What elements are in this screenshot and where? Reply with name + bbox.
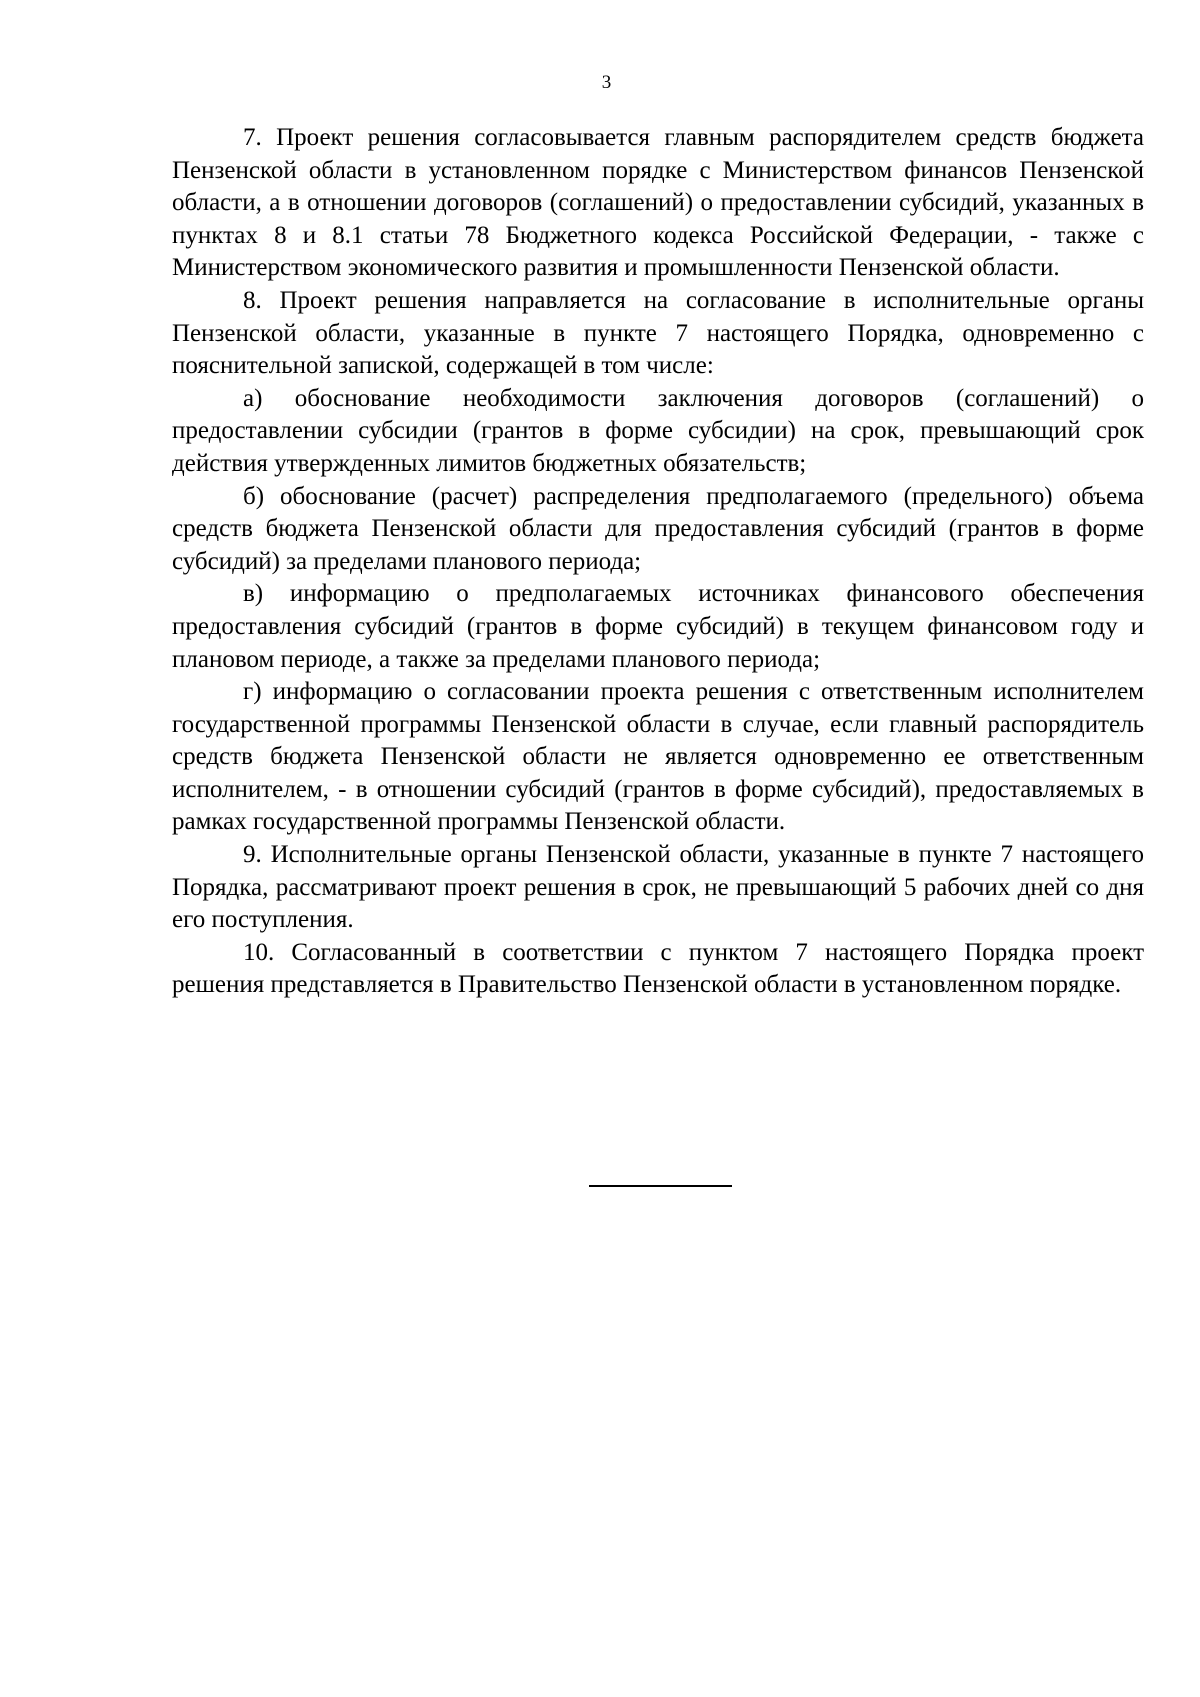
end-of-document-divider [589, 1185, 732, 1187]
paragraph-8b: б) обоснование (расчет) распределения предполагаемого (предельного) объема средств бюджета Пензенской области для предоставления субсидий (грантов в форме субсидий) за пределами планового периода; [172, 482, 1144, 575]
document-body [172, 122, 1144, 1002]
paragraph-8g: г) информацию о согласовании проекта решения с ответственным исполнителем государственной программы Пензенской области в случае, если главный распорядитель средств бюджета Пензенской области не является одновременно ее ответственным исполнителем, - в отношении субсидий (грантов в форме субсидий), предоставляемых в рамках государственной программы Пензенской области. [172, 678, 1144, 836]
paragraph-8v: в) информацию о предполагаемых источниках финансового обеспечения предоставления субсидий (грантов в форме субсидий) в текущем финансовом году и плановом периоде, а также за пределами планового периода; [172, 580, 1144, 673]
paragraph-8a: а) обоснование необходимости заключения договоров (соглашений) о предоставлении субсидии (грантов в форме субсидии) на срок, превышающий срок действия утвержденных лимитов бюджетных обязательств; [172, 384, 1144, 477]
paragraph-9: 9. Исполнительные органы Пензенской области, указанные в пункте 7 настоящего Порядка, рассматривают проект решения в срок, не превышающий 5 рабочих дней со дня его поступления. [172, 841, 1144, 934]
page-number: 3 [601, 72, 612, 93]
paragraph-7: 7. Проект решения согласовывается главным распорядителем средств бюджета Пензенской области в установленном порядке с Министерством финансов Пензенской области, а в отношении договоров (соглашений) о предоставлении субсидий, указанных в пунктах 8 и 8.1 статьи 78 Бюджетного кодекса Российской Федерации, - также с Министерством экономического развития и промышленности Пензенской области. [172, 124, 1144, 282]
paragraph-8: 8. Проект решения направляется на согласование в исполнительные органы Пензенской области, указанные в пункте 7 настоящего Порядка, одновременно с пояснительной запиской, содержащей в том числе: [172, 286, 1144, 380]
paragraph-10: 10. Согласованный в соответствии с пунктом 7 настоящего Порядка проект решения представляется в Правительство Пензенской области в установленном порядке. [172, 938, 1144, 999]
